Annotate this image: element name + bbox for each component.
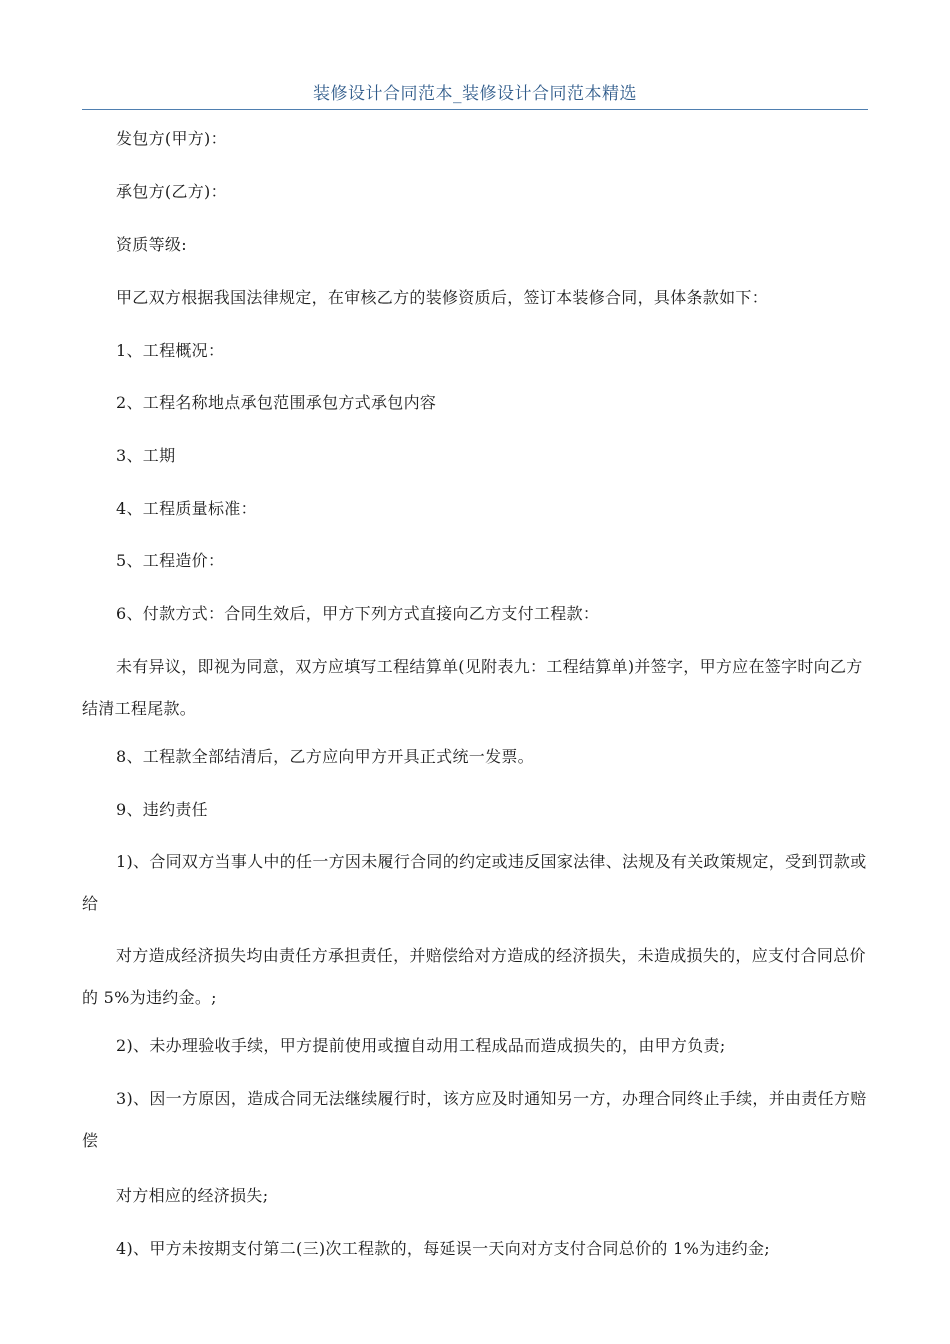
paragraph-item-1: 1、工程概况： [116, 341, 225, 360]
page-header [82, 80, 868, 110]
paragraph-preamble: 甲乙双方根据我国法律规定，在审核乙方的装修资质后，签订本装修合同，具体条款如下： [116, 288, 769, 307]
paragraph-item-4: 4、工程质量标准： [116, 499, 257, 518]
paragraph-qualification: 资质等级: [116, 235, 187, 254]
paragraph-item-8: 8、工程款全部结清后，乙方应向甲方开具正式统一发票。 [116, 747, 534, 766]
paragraph-item-3: 3、工期 [116, 446, 176, 465]
paragraph-liability-3-cont: 对方相应的经济损失; [116, 1186, 269, 1205]
paragraph-party-a: 发包方(甲方)： [116, 129, 227, 148]
paragraph-item-2: 2、工程名称地点承包范围承包方式承包内容 [116, 393, 437, 412]
paragraph-settlement: 未有异议，即视为同意，双方应填写工程结算单(见附表九：工程结算单)并签字，甲方应在签字时向乙方结清工程尾款。 [82, 657, 863, 718]
paragraph-item-9: 9、违约责任 [116, 800, 208, 819]
document-title: 装修设计合同范本_装修设计合同范本精选 [313, 84, 637, 104]
paragraph-liability-3: 3)、因一方原因，造成合同无法继续履行时，该方应及时通知另一方，办理合同终止手续，并由责任方赔偿 [82, 1089, 867, 1150]
paragraph-liability-4: 4)、甲方未按期支付第二(三)次工程款的，每延误一天向对方支付合同总价的 1%为违约金; [116, 1239, 770, 1258]
paragraph-liability-1: 1)、合同双方当事人中的任一方因未履行合同的约定或违反国家法律、法规及有关政策规定，受到罚款或给 [82, 852, 867, 913]
paragraph-item-6: 6、付款方式：合同生效后，甲方下列方式直接向乙方支付工程款： [116, 604, 600, 623]
paragraph-liability-2: 2)、未办理验收手续，甲方提前使用或擅自动用工程成品而造成损失的，由甲方负责; [116, 1036, 726, 1055]
paragraph-item-5: 5、工程造价： [116, 551, 225, 570]
paragraph-party-b: 承包方(乙方)： [116, 182, 227, 201]
paragraph-liability-1-cont: 对方造成经济损失均由责任方承担责任，并赔偿给对方造成的经济损失，未造成损失的，应支付合同总价的 5%为违约金。; [82, 946, 866, 1007]
